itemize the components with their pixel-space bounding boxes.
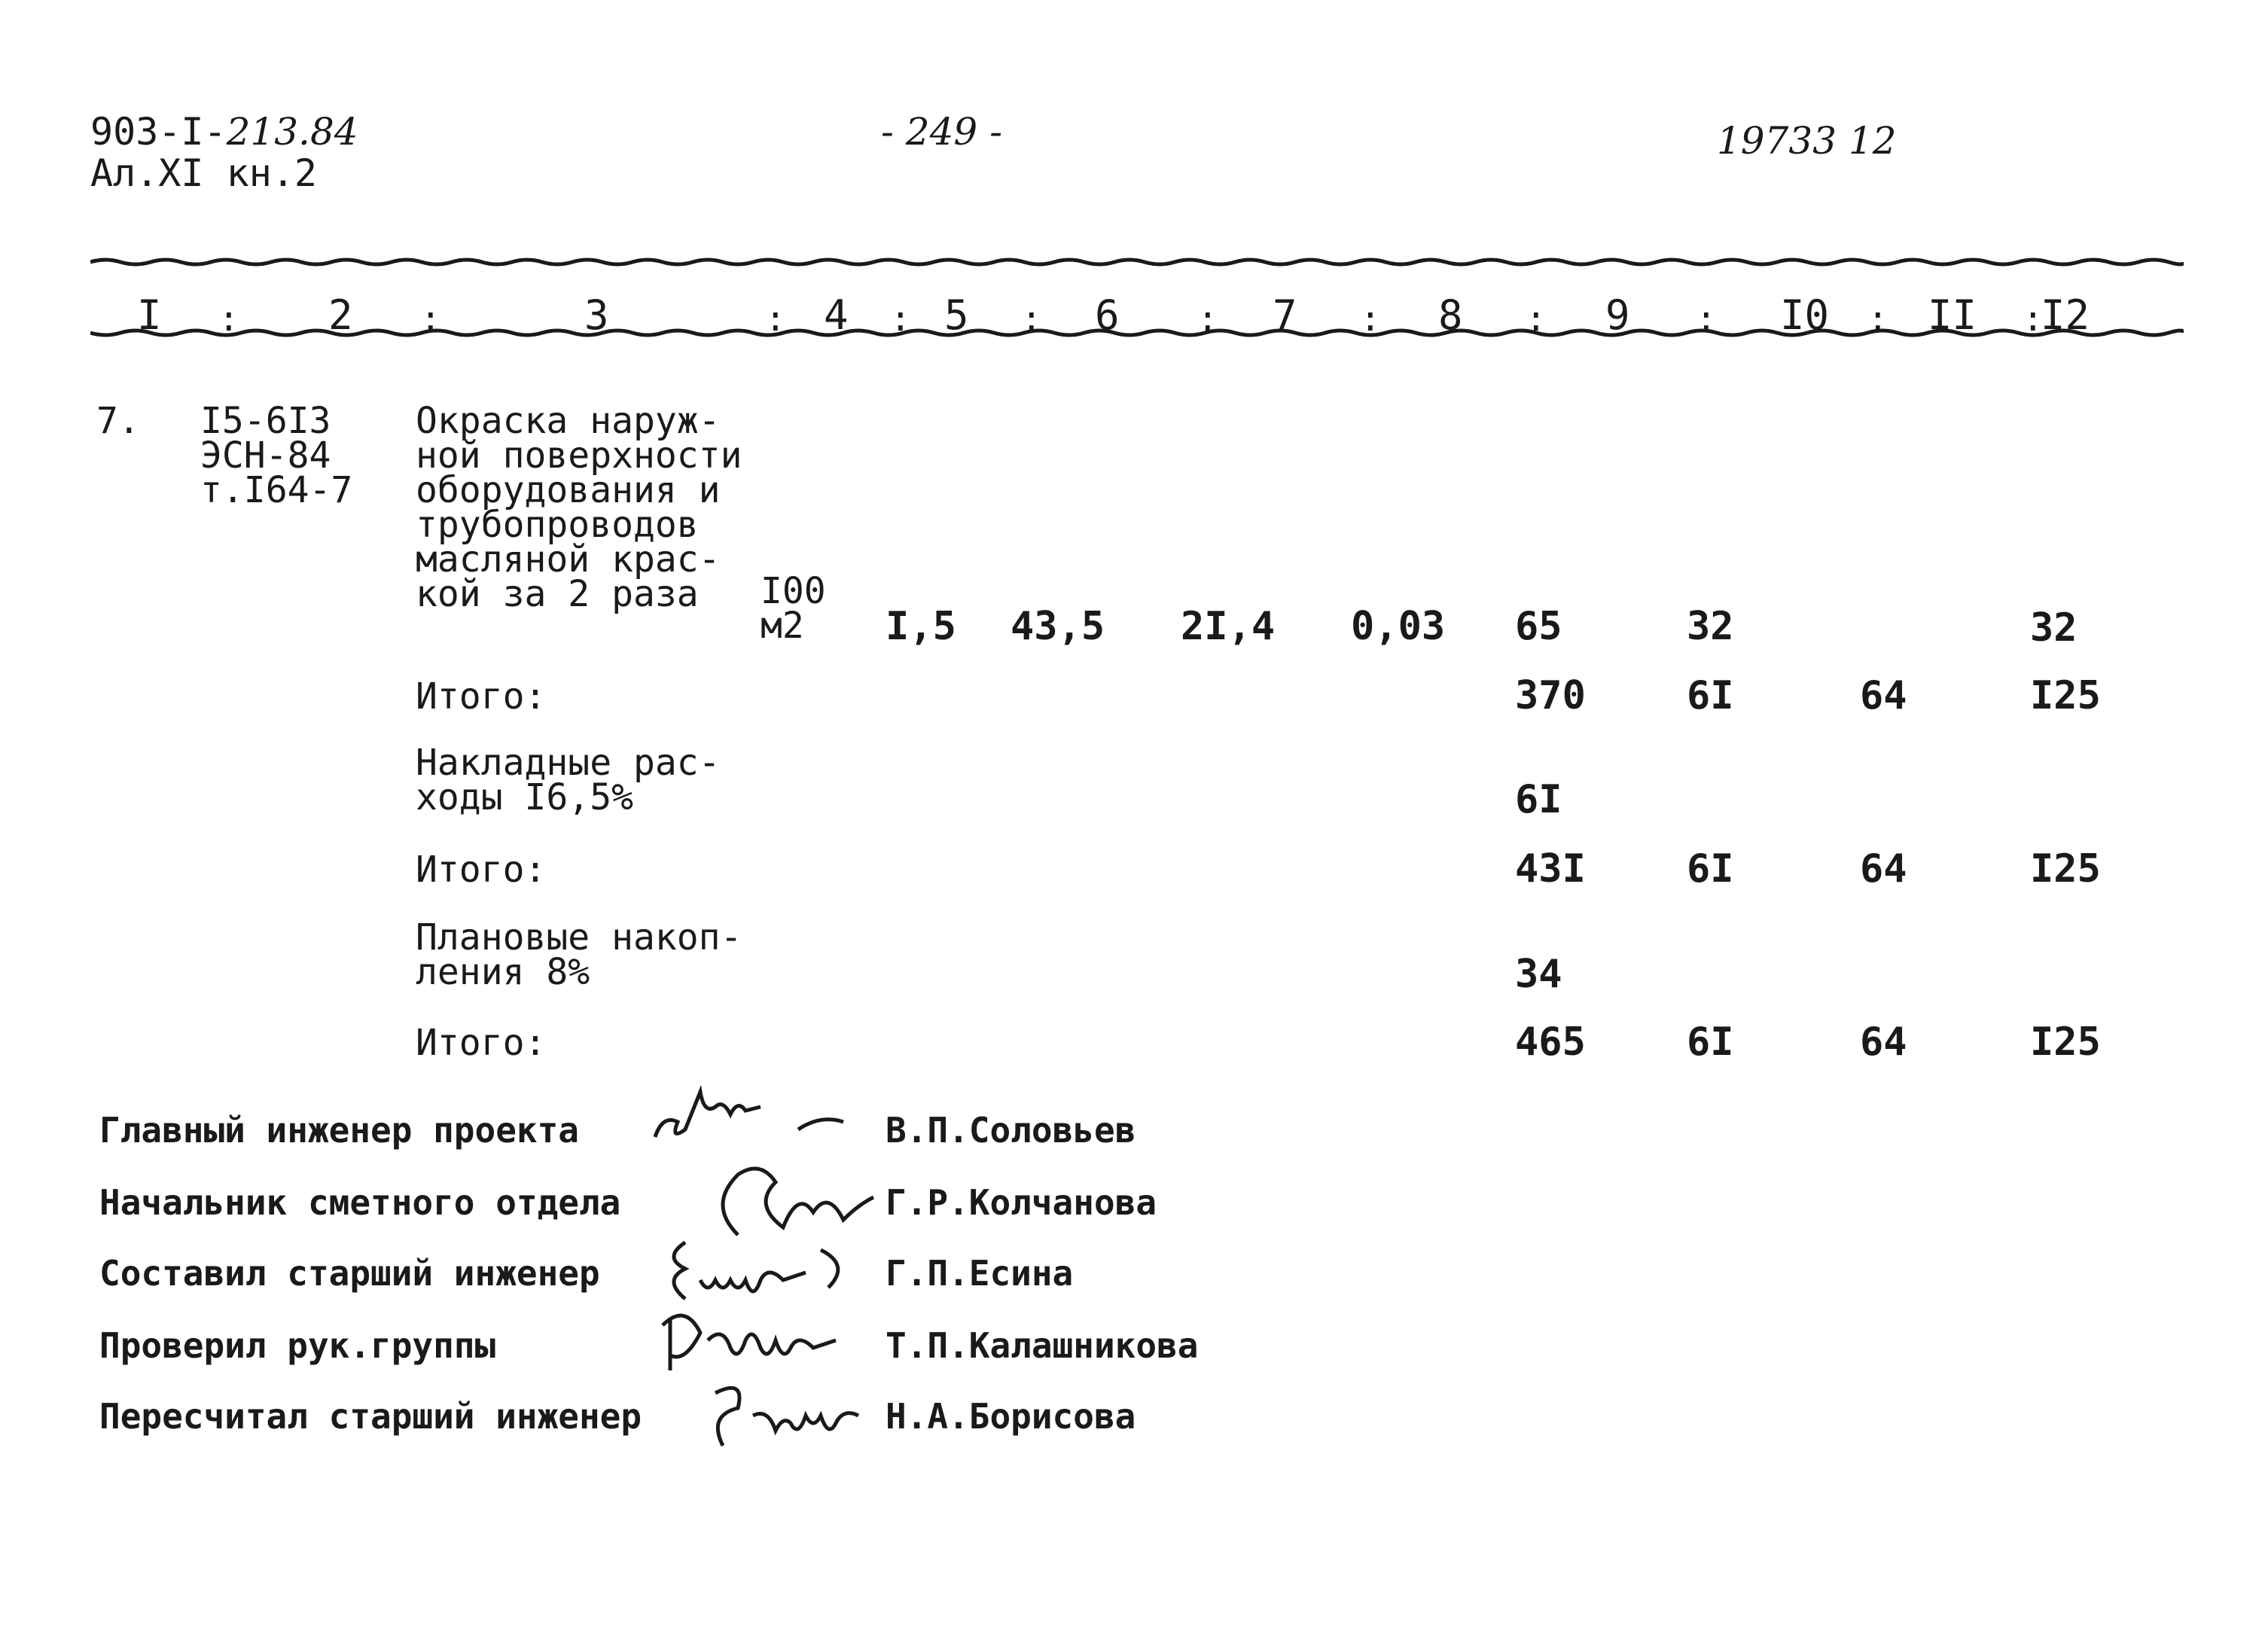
document-subcode: Ал.XI кн.2 bbox=[90, 151, 318, 195]
document-code-handwritten: 213.84 bbox=[226, 110, 358, 154]
planned-savings-col9: 34 bbox=[1515, 952, 1562, 997]
overhead-label: Накладные рас- ходы I6,5% bbox=[416, 742, 721, 818]
handwritten-signature-1 bbox=[648, 1069, 873, 1152]
total-col11: 64 bbox=[1860, 1020, 1907, 1065]
column-separator: : bbox=[1197, 298, 1218, 339]
signature-name: Т.П.Калашникова bbox=[886, 1325, 1199, 1366]
planned-savings-label: Плановые накоп- ления 8% bbox=[416, 916, 742, 993]
top-rule bbox=[90, 255, 2184, 270]
total-col10: 6I bbox=[1687, 846, 1734, 892]
page-number: - 249 - bbox=[881, 110, 1003, 154]
signature-role: Составил старший инженер bbox=[99, 1253, 600, 1294]
item-code-line-1: I5-6I3 bbox=[200, 400, 331, 442]
item-code-line-2: ЭСН-84 bbox=[200, 434, 331, 477]
item-col7: 2I,4 bbox=[1181, 604, 1276, 649]
column-number-7: 7 bbox=[1273, 291, 1297, 339]
item-description-line-4: трубопроводов bbox=[416, 504, 699, 546]
column-separator: : bbox=[765, 298, 786, 339]
signature-name: В.П.Соловьев bbox=[886, 1110, 1136, 1151]
column-number-4: 4 bbox=[824, 291, 849, 339]
item-col12: 32 bbox=[2030, 605, 2077, 651]
total-col9: 465 bbox=[1515, 1020, 1586, 1065]
column-separator: : bbox=[218, 298, 239, 339]
item-number: 7. bbox=[96, 400, 140, 442]
total-col12: I25 bbox=[2030, 846, 2101, 892]
column-separator: : bbox=[1696, 298, 1717, 339]
total-col12: I25 bbox=[2030, 1020, 2101, 1065]
column-number-5: 5 bbox=[944, 291, 969, 339]
column-number-3: 3 bbox=[584, 291, 609, 339]
item-description-line-6: кой за 2 раза bbox=[416, 573, 699, 615]
item-description-line-3: оборудования и bbox=[416, 469, 721, 511]
column-number-1: I bbox=[137, 291, 162, 339]
total-col11: 64 bbox=[1860, 846, 1907, 892]
item-col10: 32 bbox=[1687, 604, 1734, 649]
column-number-11: II bbox=[1928, 291, 1977, 339]
total-col9: 370 bbox=[1515, 673, 1586, 718]
item-col8: 0,03 bbox=[1351, 604, 1446, 649]
total-col10: 6I bbox=[1687, 1020, 1734, 1065]
item-col6: 43,5 bbox=[1011, 604, 1105, 649]
column-number-9: 9 bbox=[1605, 291, 1630, 339]
item-unit-quantity: I00 bbox=[761, 570, 826, 612]
document-code-printed: 903-I- bbox=[90, 110, 227, 154]
item-description-line-1: Окраска наруж- bbox=[416, 400, 721, 442]
column-separator: : bbox=[1021, 298, 1042, 339]
total-col12: I25 bbox=[2030, 673, 2101, 718]
column-separator: : bbox=[1867, 298, 1888, 339]
column-number-12: I2 bbox=[2041, 291, 2090, 339]
total-col10: 6I bbox=[1687, 673, 1734, 718]
column-separator: : bbox=[1360, 298, 1381, 339]
item-col9: 65 bbox=[1515, 604, 1562, 649]
item-code-line-3: т.I64-7 bbox=[200, 469, 353, 511]
column-number-8: 8 bbox=[1438, 291, 1463, 339]
signature-name: Н.А.Борисова bbox=[886, 1396, 1136, 1437]
item-description-line-5: масляной крас- bbox=[416, 538, 721, 581]
handwritten-signature-5 bbox=[700, 1370, 896, 1461]
item-unit-measure: м2 bbox=[761, 605, 804, 647]
signature-role: Главный инженер проекта bbox=[99, 1110, 579, 1151]
total-label: Итого: bbox=[416, 849, 547, 891]
column-number-2: 2 bbox=[328, 291, 353, 339]
total-label: Итого: bbox=[416, 1022, 547, 1064]
signature-name: Г.П.Есина bbox=[886, 1253, 1074, 1294]
column-separator: : bbox=[1526, 298, 1547, 339]
total-col11: 64 bbox=[1860, 673, 1907, 718]
item-description-line-2: ной поверхности bbox=[416, 434, 742, 477]
column-separator: : bbox=[420, 298, 441, 339]
document-code bbox=[90, 110, 358, 154]
total-col9: 43I bbox=[1515, 846, 1586, 892]
item-col5: I,5 bbox=[886, 604, 956, 649]
column-number-6: 6 bbox=[1095, 291, 1120, 339]
overhead-col9: 6I bbox=[1515, 777, 1562, 822]
column-separator: : bbox=[890, 298, 911, 339]
signature-role: Проверил рук.группы bbox=[99, 1325, 496, 1366]
total-label: Итого: bbox=[416, 675, 547, 718]
signature-role: Пересчитал старший инженер bbox=[99, 1396, 642, 1437]
column-number-10: I0 bbox=[1780, 291, 1830, 339]
registry-number: 19733 12 bbox=[1717, 119, 1897, 163]
header-bottom-rule bbox=[90, 325, 2184, 340]
signature-role: Начальник сметного отдела bbox=[99, 1182, 621, 1223]
signature-name: Г.Р.Колчанова bbox=[886, 1182, 1157, 1223]
column-separator: : bbox=[2023, 298, 2044, 339]
